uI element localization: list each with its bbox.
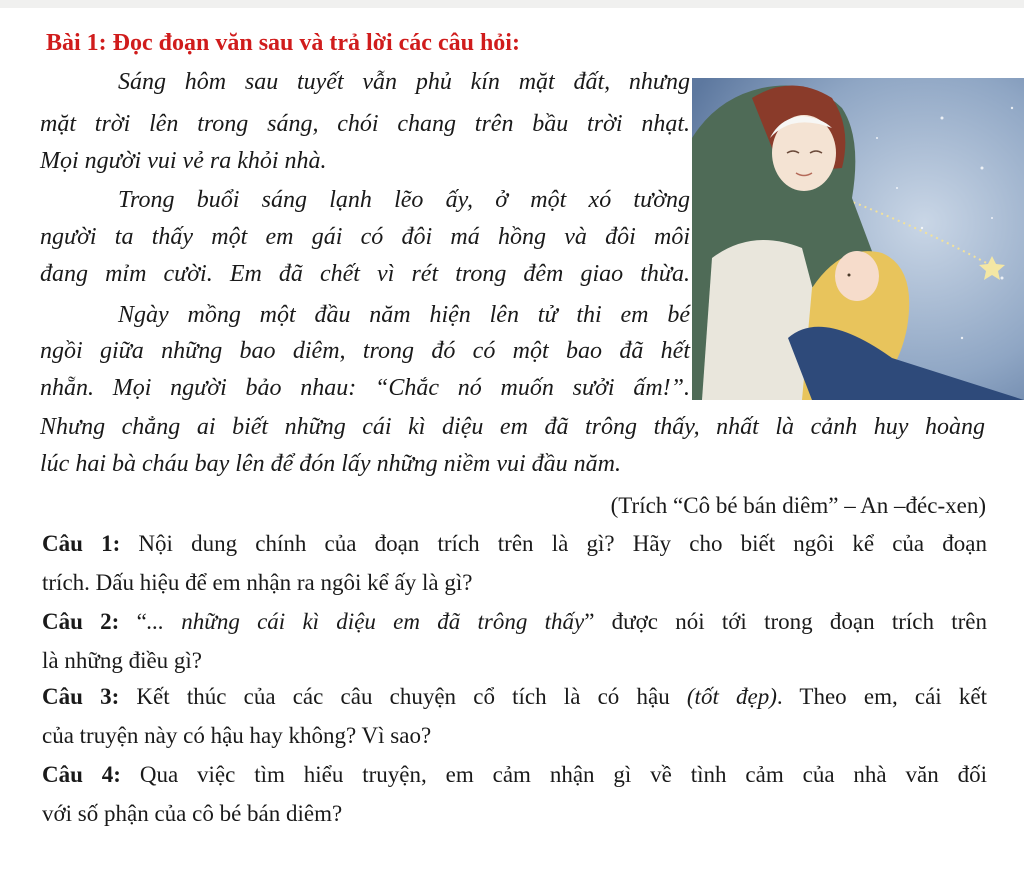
question-text: của truyện này có hậu hay không? Vì sao? [42,723,432,748]
passage-line: Ngày mồng một đầu năm hiện lên tử thi em bé [118,302,690,328]
passage-line: Sáng hôm sau tuyết vẫn phủ kín mặt đất, nhưng [118,69,690,95]
question-text: trích. Dấu hiệu để em nhận ra ngôi kể ấy là gì? [42,570,473,595]
question-label: Câu 2: [42,609,120,634]
question-label: Câu 3: [42,684,120,709]
question-3 [42,677,987,755]
passage-line: người ta thấy một em gái có đôi má hồng và đôi môi [40,224,690,250]
question-text: với số phận của cô bé bán diêm? [42,801,343,826]
passage-line: đang mỉm cười. Em đã chết vì rét trong đêm giao thừa. [40,261,690,287]
question-2 [42,602,987,680]
question-text: Qua việc tìm hiểu truyện, em cảm nhận gì về tình cảm của nhà văn đối [120,762,987,787]
question-1 [42,524,987,602]
passage-line: Nhưng chẳng ai biết những cái kì diệu em đã trông thấy, nhất là cảnh huy hoàng [40,414,985,440]
question-text: Kết thúc của các câu chuyện cổ tích là có hậu [119,684,687,709]
quote-open: “ [119,609,147,634]
illustration-grandmother-and-girl [692,78,1024,400]
question-text: ” được nói tới trong đoạn trích trên [584,609,988,634]
passage-line: ngồi giữa những bao diêm, trong đó có một bao đã hết [40,338,690,364]
question-label: Câu 4: [42,762,121,787]
exercise-title: Bài 1: Đọc đoạn văn sau và trả lời các câu hỏi: [46,30,520,56]
question-text: Nội dung chính của đoạn trích trên là gì? Hãy cho biết ngôi kể của đoạn [120,531,987,556]
source-citation: (Trích “Cô bé bán diêm” – An –đéc-xen) [610,493,986,518]
passage-line: mặt trời lên trong sáng, chói chang trên bầu trời nhạt. [40,111,690,137]
question-text: . Theo em, cái kết [776,684,987,709]
question-quote: ... những cái kì diệu em đã trông thấy [146,609,585,634]
question-4 [42,755,987,833]
passage-line: nhẵn. Mọi người bảo nhau: “Chắc nó muốn sưởi ấm!”. [40,375,690,401]
question-emphasis: (tốt đẹp) [686,684,777,709]
question-label: Câu 1: [42,531,121,556]
passage-line: lúc hai bà cháu bay lên để đón lấy những niềm vui đầu năm. [40,451,621,477]
passage-line: Trong buổi sáng lạnh lẽo ấy, ở một xó tường [118,187,690,213]
passage-line: Mọi người vui vẻ ra khỏi nhà. [40,148,327,174]
top-band [0,0,1024,8]
question-text: là những điều gì? [42,648,203,673]
